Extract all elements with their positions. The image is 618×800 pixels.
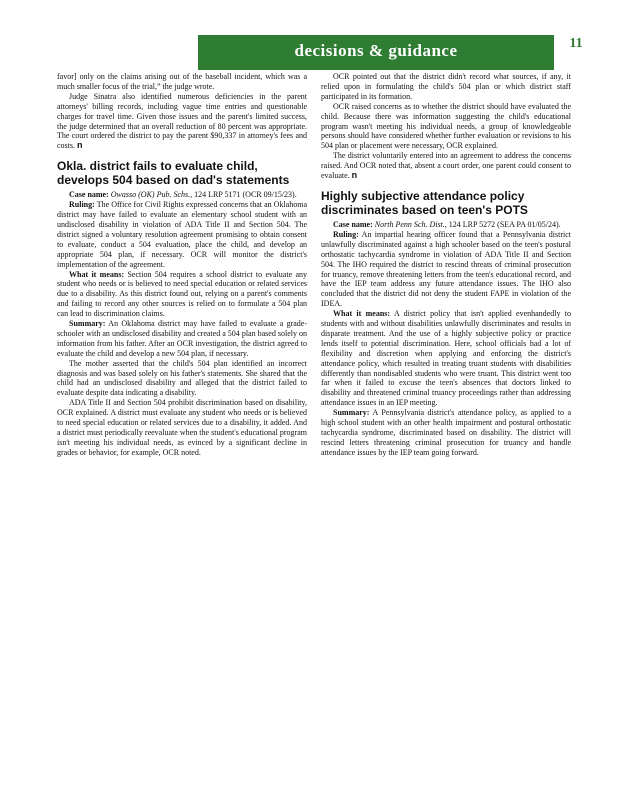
article-heading: Okla. district fails to evaluate child, develops 504 based on dad's statements bbox=[57, 159, 290, 188]
paragraph: OCR pointed out that the district didn't record what sources, if any, it relied upon in formulating the child's 504 plan or which district staff participated in its formation. bbox=[321, 72, 571, 101]
paragraph: The mother asserted that the child's 504 plan identified an incorrect diagnosis and was based solely on his father's statements. She shared that the child had an undisclosed disability and alleged that the district failed to evaluate despite data indicating a disability. bbox=[57, 358, 307, 398]
case-citation: Case name: Owasso (OK) Pub. Schs., 124 LRP 5171 (OCR 09/15/23). bbox=[69, 190, 297, 200]
paragraph: favor] only on the claims arising out of the baseball incident, which was a much smaller focus of the trial,” the judge wrote. bbox=[57, 72, 307, 91]
case-citation: Case name: North Penn Sch. Dist., 124 LRP 5272 (SEA PA 01/05/24). bbox=[333, 219, 561, 229]
right-column bbox=[321, 72, 571, 458]
means-paragraph: What it means: A district policy that isn't applied evenhandedly to students with and without disabilities unlawfully discriminates and results in disparate treatment. And the use of a highly subjective policy or practice lends itself to potential discrimination. Here, school officials had a lot of flexibility and discretion when applying and enforcing the district's attendance policy, which resulted in treating truant students with disabilities differently than nondisabled students who were truant. This district went too far when it failed to excuse the teen's absences that doctors linked to disability and threatened criminal truancy proceedings rather than addressing attendance issues in an IEP meeting. bbox=[321, 309, 571, 408]
paragraph: Judge Sinatra also identified numerous deficiencies in the parent attorneys' billing records, including vague time entries and questionable charges for travel time. Given those issues and the parent's limited success, the judge determined that an overall reduction of 80 percent was appropriate. The court ordered the district to pay the parent $90,337 in attorney's fees and costs. n bbox=[57, 91, 307, 151]
end-mark: n bbox=[77, 140, 83, 151]
case-name: Owasso (OK) Pub. Schs. bbox=[110, 190, 191, 200]
left-column bbox=[57, 72, 307, 458]
summary-paragraph: Summary: An Oklahoma district may have failed to evaluate a grade-schooler with an undisclosed disability and created a 504 plan based solely on information from his father. After an OCR investigation, the district agreed to evaluate the child and develop a new 504 plan, if necessary. bbox=[57, 319, 308, 358]
article-heading: Highly subjective attendance policy discriminates based on teen's POTS bbox=[321, 188, 528, 217]
section-title: decisions & guidance bbox=[294, 41, 458, 60]
paragraph: The district voluntarily entered into an agreement to address the concerns raised. And OCR noted that, absent a court order, one parent could consent to evaluate. n bbox=[321, 151, 571, 181]
header-bar bbox=[198, 35, 554, 70]
ruling-paragraph: Ruling: The Office for Civil Rights expressed concerns that an Oklahoma district may have failed to evaluate an elementary school student with an undisclosed disability in violation of ADA Title II and Section 504. The district signed a voluntary resolution agreement promising to obtain consent to evaluate, conduct a 504 evaluation, place the child, and develop an appropriate 504 plan, if necessary. OCR will monitor the district's implementation of the agreement. bbox=[57, 200, 308, 269]
summary-paragraph: Summary: A Pennsylvania district's attendance policy, as applied to a high school student with an other health impairment and postural orthostatic tachycardia syndrome, discriminated based on disability. The district will rescind letters threatening criminal prosecution for truancy and handle attendance issues by the IEP team going forward. bbox=[321, 408, 572, 457]
end-mark: n bbox=[351, 170, 358, 181]
paragraph: ADA Title II and Section 504 prohibit discrimination based on disability, OCR explained. A district must evaluate any student who needs or is believed to need special education or related services due to a disability, it added. And a district must periodically reevaluate when the student's educational program isn't meeting his individual needs, as evinced by a significant decline in grades or behavior, for example, OCR noted. bbox=[57, 398, 307, 457]
ruling-paragraph: Ruling: An impartial hearing officer found that a Pennsylvania district unlawfully discriminated against a high schooler based on the teen's postural orthostatic tachycardia syndrome in violation of ADA Title II and Section 504. The IHO required the district to rescind threats of criminal prosecution for truancy, remove threatening letters from the teen's educational record, and have the IEP team address any future attendance issues. The IHO also concluded that the district did not deny the student FAPE in violation of the IDEA. bbox=[321, 229, 572, 309]
means-paragraph: What it means: Section 504 requires a school district to evaluate any student who needs or is believed to need special education or related services due to a disability. As this district found out, relying on a parent's comments and failing to record any other sources is relied on to formulate a 504 plan can lead to discrimination claims. bbox=[57, 269, 308, 319]
paragraph: OCR raised concerns as to whether the district should have evaluated the child. Because there was information suggesting the child's educational program wasn't meeting his individual needs, a group of knowledgeable persons should have considered whether further evaluation or revisions to his 504 plan or placement were necessary, OCR explained. bbox=[321, 101, 571, 151]
page-number: 11 bbox=[569, 36, 583, 51]
case-name: North Penn Sch. Dist. bbox=[374, 219, 445, 229]
